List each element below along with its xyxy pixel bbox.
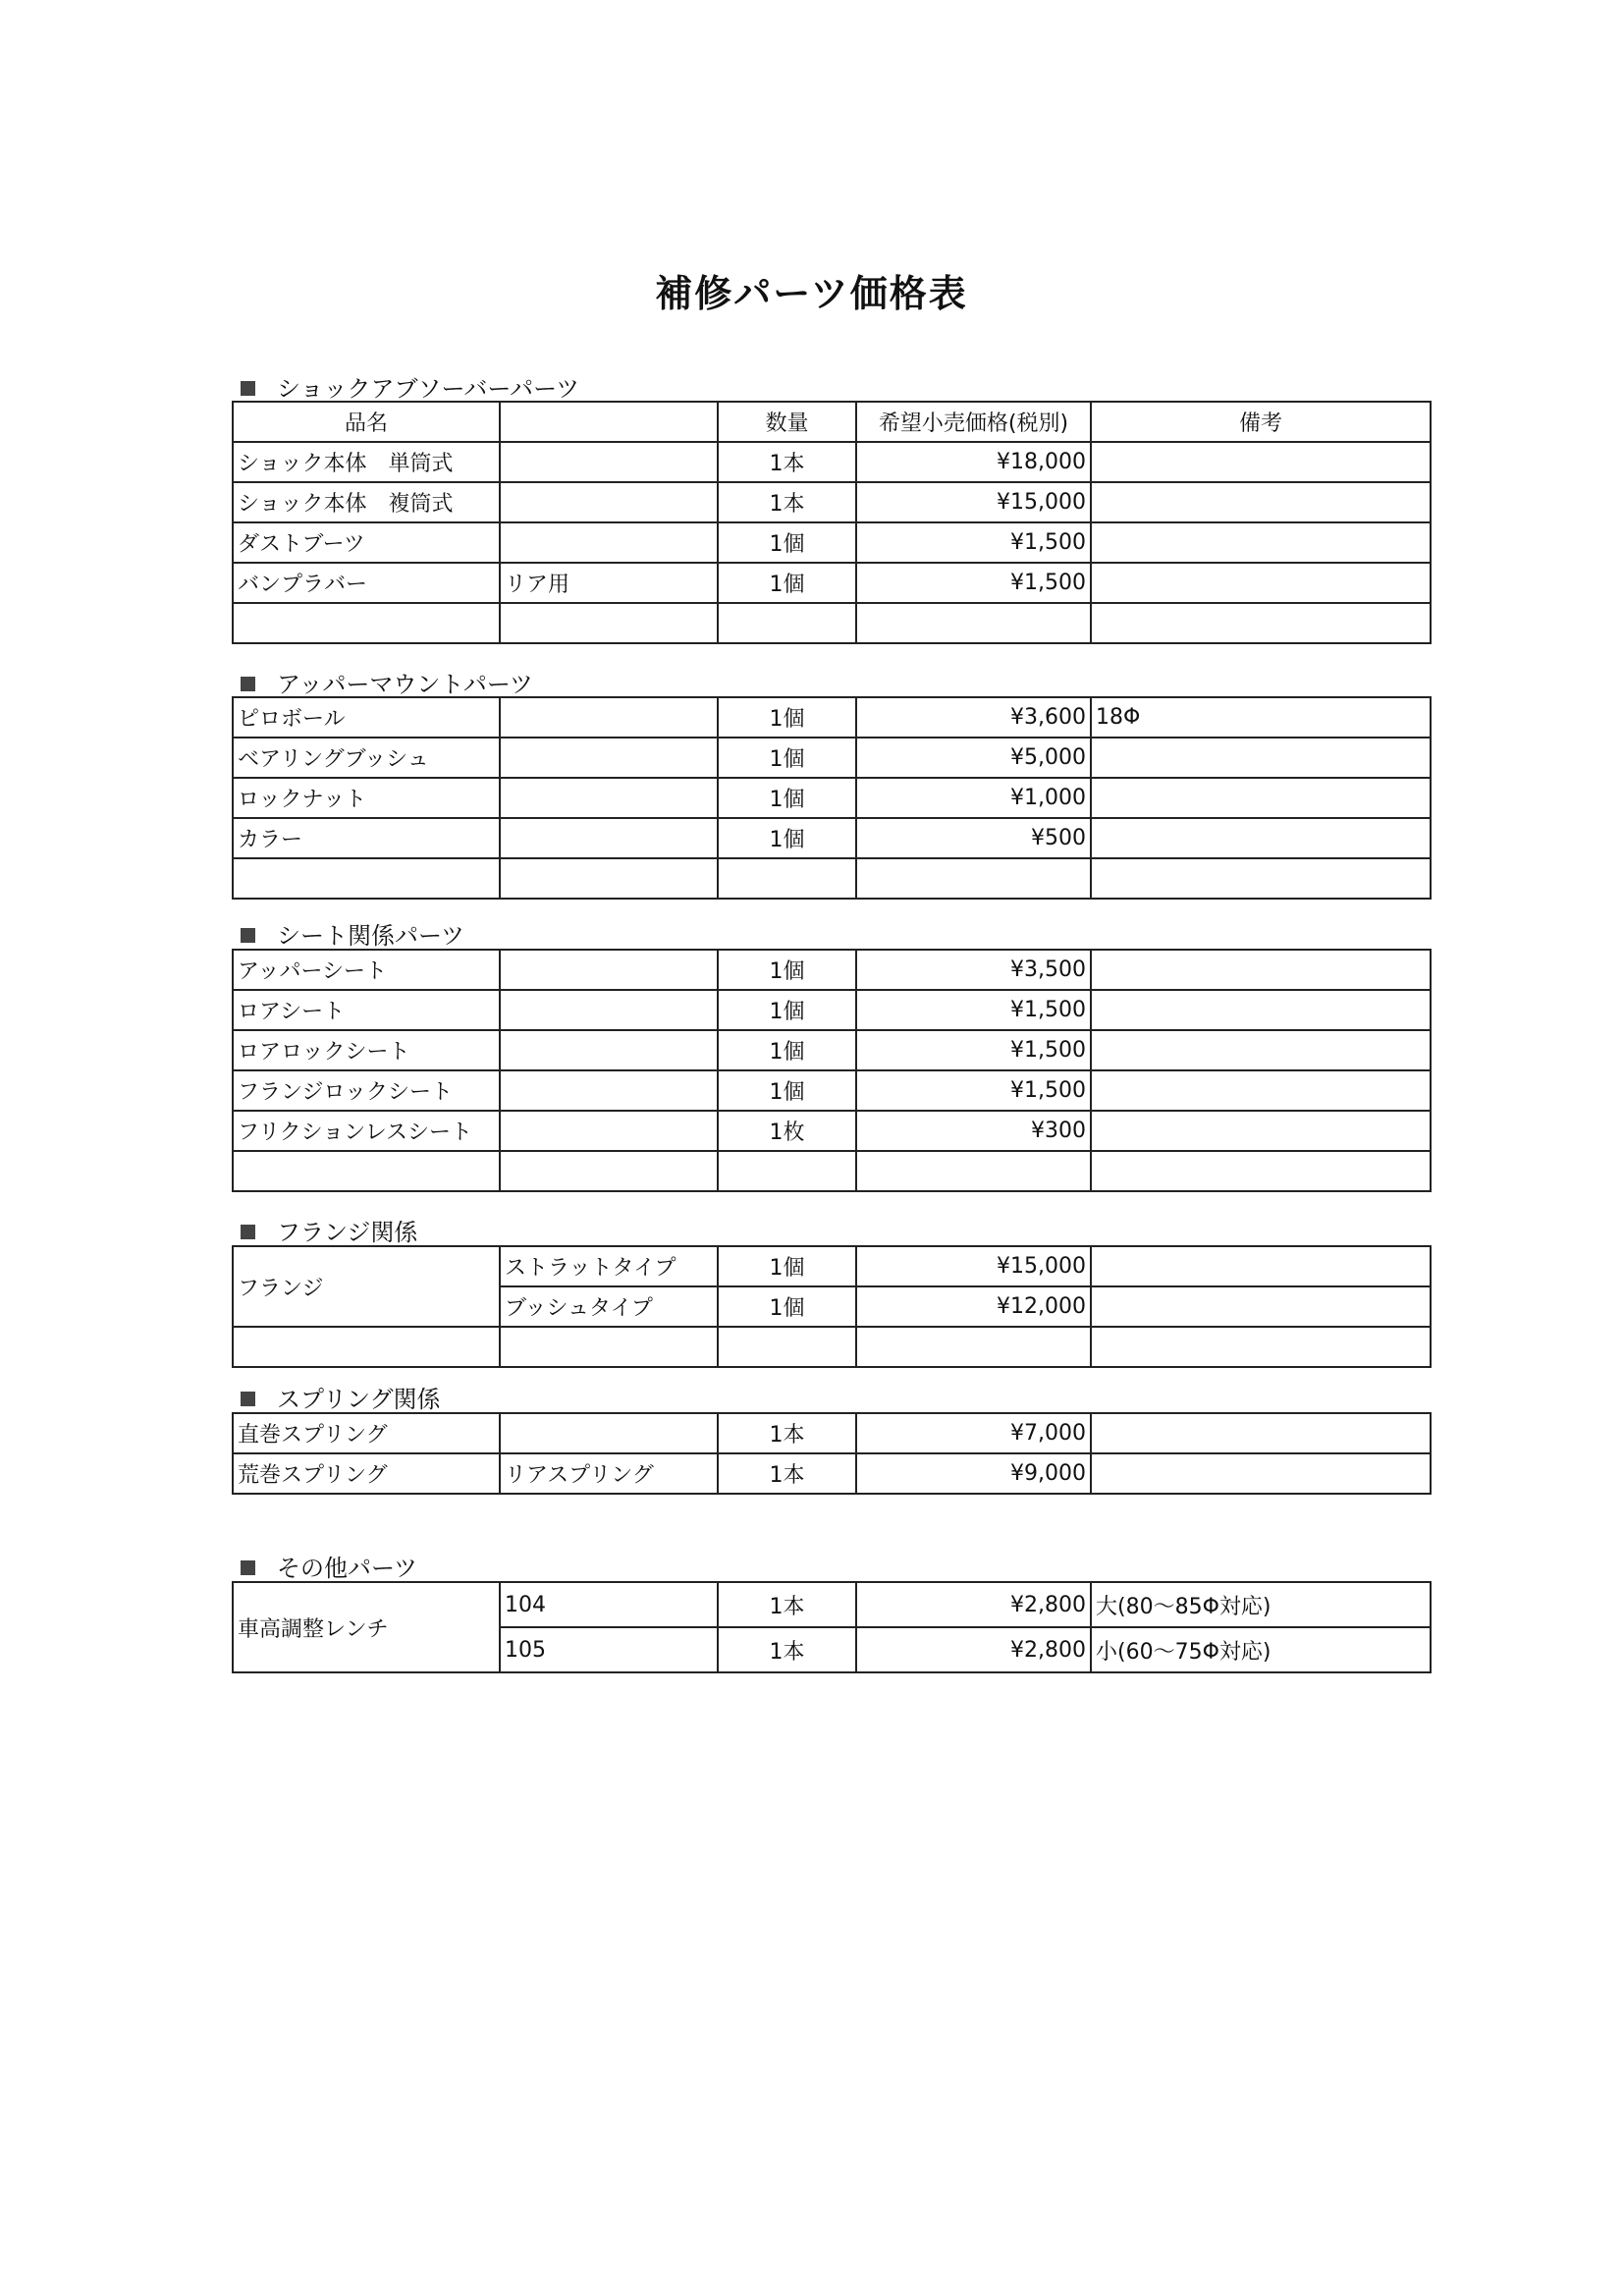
part-note: 小(60～75Φ対応) [1091, 1627, 1431, 1672]
empty-row [233, 1327, 1431, 1367]
part-note [1091, 1070, 1431, 1111]
square-bullet-icon [241, 1560, 255, 1575]
section-heading-spring [241, 1380, 441, 1414]
part-name: フランジ [233, 1246, 500, 1327]
part-name: 車高調整レンチ [233, 1582, 500, 1672]
flange-table [232, 1245, 1432, 1368]
section-heading-label: シート関係パーツ [277, 922, 465, 950]
seat-parts-table [232, 949, 1432, 1192]
part-price: ¥2,800 [856, 1582, 1091, 1627]
part-qty: 1個 [718, 1030, 856, 1070]
part-price: ¥3,600 [856, 697, 1091, 738]
part-note: 大(80～85Φ対応) [1091, 1582, 1431, 1627]
square-bullet-icon [241, 1392, 255, 1406]
part-price: ¥5,000 [856, 738, 1091, 778]
part-name: ロックナット [233, 778, 500, 818]
part-note [1091, 1413, 1431, 1453]
part-name: ベアリングブッシュ [233, 738, 500, 778]
part-name: カラー [233, 818, 500, 858]
part-note [1091, 1453, 1431, 1494]
table-row [233, 563, 1431, 603]
table-row [233, 738, 1431, 778]
part-price: ¥7,000 [856, 1413, 1091, 1453]
part-price: ¥1,500 [856, 990, 1091, 1030]
part-name: ダストブーツ [233, 522, 500, 563]
part-note [1091, 1111, 1431, 1151]
part-price: ¥1,000 [856, 778, 1091, 818]
part-sub [500, 697, 718, 738]
part-name: 直巻スプリング [233, 1413, 500, 1453]
part-sub [500, 522, 718, 563]
part-note [1091, 738, 1431, 778]
part-price: ¥15,000 [856, 1246, 1091, 1286]
part-name: アッパーシート [233, 950, 500, 990]
part-qty: 1個 [718, 522, 856, 563]
part-note [1091, 990, 1431, 1030]
square-bullet-icon [241, 928, 255, 943]
square-bullet-icon [241, 1225, 255, 1239]
header-sub [500, 402, 718, 442]
part-name: ショック本体 複筒式 [233, 482, 500, 522]
table-row [233, 1413, 1431, 1453]
part-name: バンプラバー [233, 563, 500, 603]
part-price: ¥18,000 [856, 442, 1091, 482]
table-row [233, 482, 1431, 522]
part-qty: 1本 [718, 1413, 856, 1453]
part-name: ロアロックシート [233, 1030, 500, 1070]
section-heading-label: ショックアブソーバーパーツ [277, 375, 580, 403]
part-note [1091, 818, 1431, 858]
spring-table [232, 1412, 1432, 1495]
part-price: ¥2,800 [856, 1627, 1091, 1672]
header-qty: 数量 [718, 402, 856, 442]
part-qty: 1個 [718, 778, 856, 818]
table-row [233, 1246, 1431, 1286]
part-price: ¥3,500 [856, 950, 1091, 990]
page-title: 補修パーツ価格表 [655, 272, 968, 315]
part-qty: 1個 [718, 990, 856, 1030]
table-header-row [233, 402, 1431, 442]
table-row [233, 818, 1431, 858]
part-qty: 1枚 [718, 1111, 856, 1151]
part-qty: 1個 [718, 697, 856, 738]
part-sub [500, 1030, 718, 1070]
table-row [233, 1111, 1431, 1151]
part-sub: 104 [500, 1582, 718, 1627]
empty-row [233, 603, 1431, 643]
part-sub [500, 950, 718, 990]
other-parts-table [232, 1581, 1432, 1673]
part-price: ¥9,000 [856, 1453, 1091, 1494]
part-sub: リアスプリング [500, 1453, 718, 1494]
part-name: 荒巻スプリング [233, 1453, 500, 1494]
part-sub [500, 442, 718, 482]
table-row [233, 1453, 1431, 1494]
table-row [233, 522, 1431, 563]
part-price: ¥1,500 [856, 1070, 1091, 1111]
part-price: ¥500 [856, 818, 1091, 858]
part-qty: 1個 [718, 818, 856, 858]
part-price: ¥1,500 [856, 563, 1091, 603]
part-sub [500, 818, 718, 858]
part-note [1091, 563, 1431, 603]
part-name: フランジロックシート [233, 1070, 500, 1111]
part-note [1091, 950, 1431, 990]
part-price: ¥1,500 [856, 1030, 1091, 1070]
part-name: ロアシート [233, 990, 500, 1030]
part-qty: 1個 [718, 563, 856, 603]
table-row [233, 1582, 1431, 1627]
part-note [1091, 482, 1431, 522]
empty-row [233, 1151, 1431, 1191]
part-price: ¥1,500 [856, 522, 1091, 563]
part-sub [500, 990, 718, 1030]
section-heading-seat [241, 916, 464, 951]
part-qty: 1個 [718, 950, 856, 990]
part-qty: 1本 [718, 1627, 856, 1672]
part-qty: 1個 [718, 1246, 856, 1286]
section-heading-label: スプリング関係 [277, 1386, 441, 1413]
part-price: ¥12,000 [856, 1286, 1091, 1327]
header-price: 希望小売価格(税別) [856, 402, 1091, 442]
part-sub: ストラットタイプ [500, 1246, 718, 1286]
part-qty: 1本 [718, 1453, 856, 1494]
part-note [1091, 1286, 1431, 1327]
section-heading-flange [241, 1213, 417, 1247]
table-row [233, 778, 1431, 818]
part-sub: リア用 [500, 563, 718, 603]
part-note [1091, 1246, 1431, 1286]
part-note [1091, 1030, 1431, 1070]
part-sub [500, 1070, 718, 1111]
part-price: ¥300 [856, 1111, 1091, 1151]
section-heading-label: フランジ関係 [277, 1219, 418, 1246]
part-note [1091, 442, 1431, 482]
part-sub [500, 778, 718, 818]
table-row [233, 1030, 1431, 1070]
shock-parts-table [232, 401, 1432, 644]
square-bullet-icon [241, 677, 255, 691]
upper-mount-table [232, 696, 1432, 900]
empty-row [233, 858, 1431, 899]
table-row [233, 442, 1431, 482]
table-row [233, 697, 1431, 738]
table-row [233, 990, 1431, 1030]
part-note [1091, 522, 1431, 563]
section-heading-shock [241, 369, 579, 404]
part-qty: 1本 [718, 482, 856, 522]
part-qty: 1個 [718, 738, 856, 778]
part-sub: 105 [500, 1627, 718, 1672]
part-sub [500, 738, 718, 778]
part-qty: 1本 [718, 1582, 856, 1627]
part-qty: 1個 [718, 1070, 856, 1111]
part-qty: 1個 [718, 1286, 856, 1327]
part-sub [500, 482, 718, 522]
part-name: ピロボール [233, 697, 500, 738]
header-note: 備考 [1091, 402, 1431, 442]
table-row [233, 1070, 1431, 1111]
square-bullet-icon [241, 381, 255, 396]
section-heading-label: その他パーツ [277, 1555, 418, 1582]
part-name: フリクションレスシート [233, 1111, 500, 1151]
part-note: 18Φ [1091, 697, 1431, 738]
part-qty: 1本 [718, 442, 856, 482]
section-heading-other [241, 1549, 417, 1583]
section-heading-upper-mount [241, 665, 533, 699]
part-name: ショック本体 単筒式 [233, 442, 500, 482]
part-sub [500, 1413, 718, 1453]
part-sub: ブッシュタイプ [500, 1286, 718, 1327]
part-price: ¥15,000 [856, 482, 1091, 522]
section-heading-label: アッパーマウントパーツ [277, 671, 533, 698]
part-note [1091, 778, 1431, 818]
part-sub [500, 1111, 718, 1151]
table-row [233, 950, 1431, 990]
header-name: 品名 [233, 402, 500, 442]
